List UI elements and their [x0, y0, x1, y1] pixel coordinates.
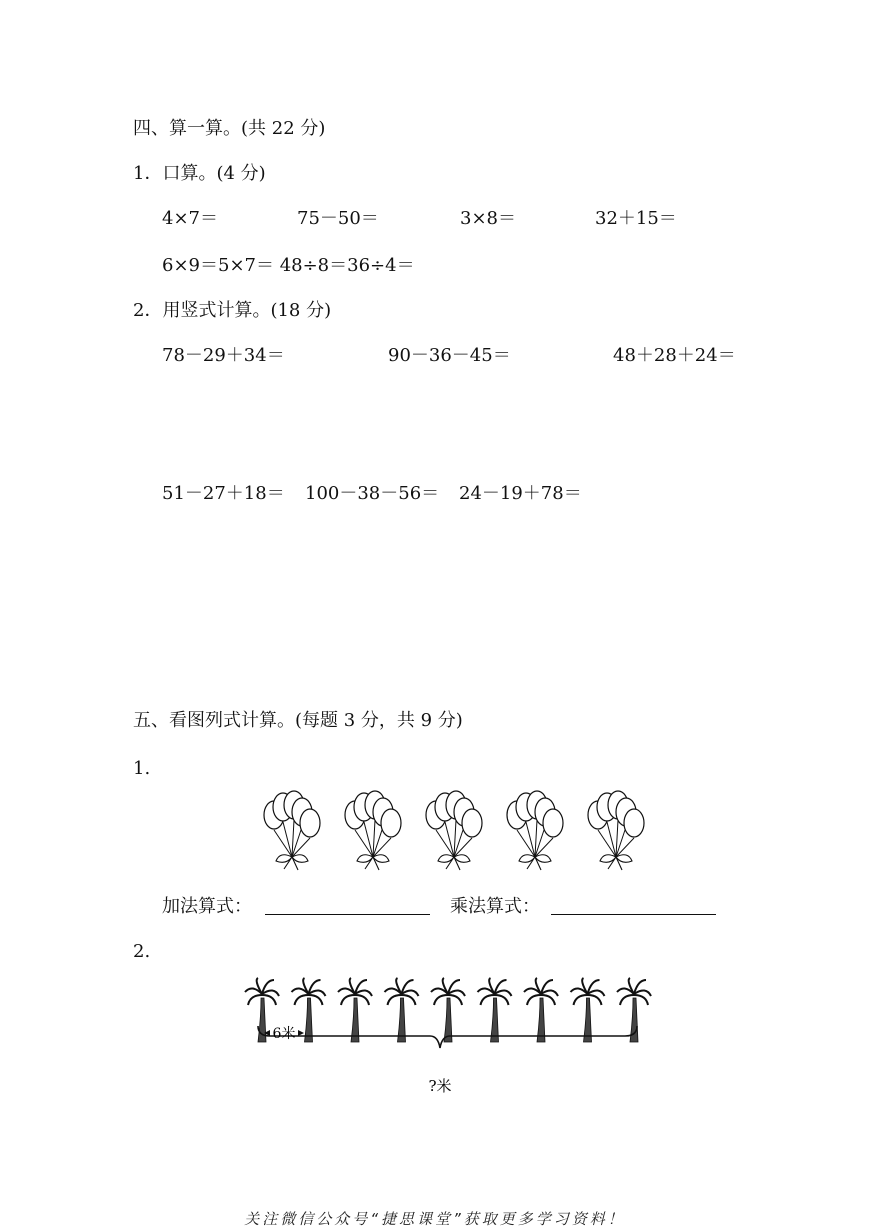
balloon-group: [588, 791, 644, 870]
balloon-group: [345, 791, 401, 870]
section-5-title: 五、看图列式计算。(每题 3 分，共 9 分): [133, 710, 463, 731]
bow-icon: [519, 855, 551, 870]
addition-label: 加法算式：: [162, 896, 252, 917]
footer-note: 关注微信公众号“捷思课堂”获取更多学习资料！: [244, 1210, 626, 1228]
palm-tree-icon: [478, 978, 512, 1042]
vertical-calc-item: 24－19＋78＝: [459, 483, 582, 504]
vertical-calc-item: 90－36－45＝: [388, 345, 511, 366]
palm-tree-icon: [431, 978, 465, 1042]
picture-question-1-number: 1.: [133, 758, 151, 779]
picture-question-2-number: 2.: [133, 941, 151, 962]
palm-tree-icon: [292, 978, 326, 1042]
oral-item: 75－50＝: [297, 208, 379, 229]
question-2-label: 2．用竖式计算。(18 分): [133, 300, 332, 321]
question-1-label: 1．口算。(4 分): [133, 163, 266, 184]
addition-answer-blank[interactable]: [265, 914, 430, 915]
oral-item: 3×8＝: [460, 208, 516, 229]
multiplication-answer-blank[interactable]: [551, 914, 716, 915]
balloon-icon: [462, 809, 482, 837]
palm-tree-icon: [385, 978, 419, 1042]
total-label: ?米: [428, 1077, 452, 1095]
balloon-icon: [624, 809, 644, 837]
oral-row-2: 6×9＝5×7＝ 48÷8＝36÷4＝: [162, 255, 415, 276]
vertical-calc-item: 51－27＋18＝: [162, 483, 285, 504]
balloon-group: [507, 791, 563, 870]
section-4-title: 四、算一算。(共 22 分): [133, 118, 326, 139]
vertical-calc-item: 78－29＋34＝: [162, 345, 285, 366]
oral-item: 4×7＝: [162, 208, 218, 229]
oral-item: 32＋15＝: [595, 208, 677, 229]
bow-icon: [600, 855, 632, 870]
bow-icon: [357, 855, 389, 870]
balloon-icon: [543, 809, 563, 837]
vertical-calc-item: 48＋28＋24＝: [613, 345, 736, 366]
palm-tree-icon: [571, 978, 605, 1042]
balloon-groups-illustration: [250, 795, 670, 875]
palm-tree-icon: [338, 978, 372, 1042]
balloon-group: [264, 791, 320, 870]
gap-label: 6米: [272, 1026, 296, 1042]
vertical-calc-item: 100－38－56＝: [305, 483, 440, 504]
balloon-icon: [381, 809, 401, 837]
bow-icon: [276, 855, 308, 870]
balloon-icon: [300, 809, 320, 837]
bow-icon: [438, 855, 470, 870]
multiplication-label: 乘法算式：: [450, 896, 540, 917]
balloon-group: [426, 791, 482, 870]
palm-trees-illustration: [240, 978, 660, 1098]
palm-tree-icon: [524, 978, 558, 1042]
